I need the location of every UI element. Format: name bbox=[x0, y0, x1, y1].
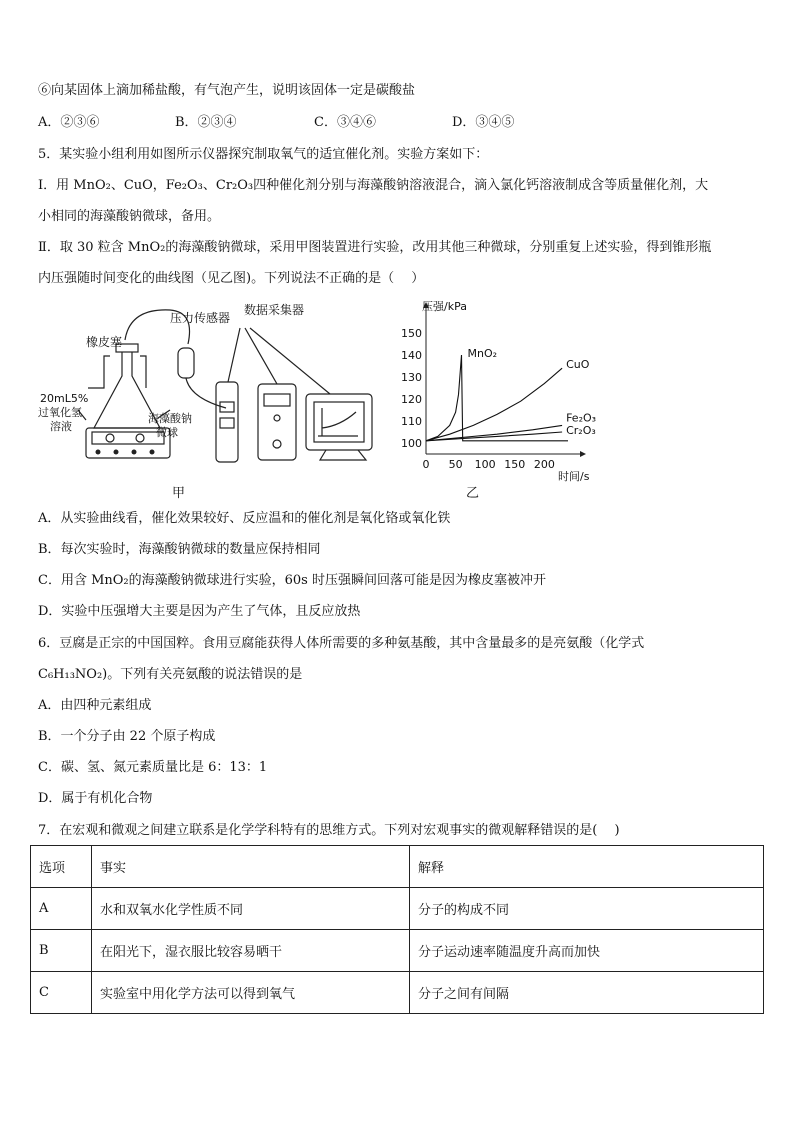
q4-option-b: B．②③④ bbox=[175, 115, 237, 130]
y-tick-label: 140 bbox=[401, 349, 422, 362]
q4-option-a: A．②③⑥ bbox=[38, 115, 100, 130]
q5-step-ii-line1: Ⅱ．取 30 粒含 MnO₂的海藻酸钠微球，采用甲图装置进行实验，改用其他三种微球，分别重复上述实验，得到锥形瓶 bbox=[38, 240, 712, 255]
cell-fact: 在阳光下，湿衣服比较容易晒干 bbox=[92, 930, 410, 972]
q6-stem-line1: 6．豆腐是正宗的中国国粹。食用豆腐能获得人体所需要的多种氨基酸，其中含量最多的是亮氨酸（化学式 bbox=[38, 636, 645, 651]
header-explanation: 解释 bbox=[410, 846, 764, 888]
cell-option: C bbox=[31, 972, 92, 1014]
data-logger-small bbox=[216, 382, 238, 462]
caption-yi: 乙 bbox=[466, 486, 480, 501]
q5-option-c: C．用含 MnO₂的海藻酸钠微球进行实验，60s 时压强瞬间回落可能是因为橡皮塞被冲开 bbox=[38, 573, 546, 588]
caption-jia: 甲 bbox=[172, 486, 186, 501]
y-tick-label: 130 bbox=[401, 371, 422, 384]
q5-step-i-line1: Ⅰ．用 MnO₂、CuO，Fe₂O₃、Cr₂O₃四种催化剂分别与海藻酸钠溶液混合，滴入氯化钙溶液制成含等质量催化剂，大 bbox=[38, 178, 709, 193]
label-beads-line1: 海藻酸钠 bbox=[148, 412, 192, 425]
series-label: MnO₂ bbox=[467, 347, 498, 360]
q5-option-b: B．每次实验时，海藻酸钠微球的数量应保持相同 bbox=[38, 542, 321, 557]
table-header-row bbox=[31, 846, 764, 888]
x-tick-label: 100 bbox=[474, 458, 496, 471]
x-tick-label: 50 bbox=[448, 458, 463, 471]
label-beads-line2: 微球 bbox=[156, 426, 178, 439]
cell-fact: 水和双氧水化学性质不同 bbox=[92, 888, 410, 930]
apparatus-figure bbox=[30, 298, 390, 473]
label-data-collector: 数据采集器 bbox=[244, 303, 305, 317]
series-label: CuO bbox=[566, 358, 590, 372]
x-axis-arrow bbox=[580, 451, 586, 457]
series-label: Cr₂O₃ bbox=[566, 424, 596, 437]
q6-option-a: A．由四种元素组成 bbox=[38, 698, 152, 713]
q5-option-a: A．从实验曲线看，催化效果较好、反应温和的催化剂是氧化铬或氧化铁 bbox=[38, 511, 451, 526]
label-rubber-stopper: 橡皮塞 bbox=[86, 335, 123, 349]
q5-step-i-line2: 小相同的海藻酸钠微球，备用。 bbox=[38, 209, 221, 224]
table-row bbox=[31, 888, 764, 930]
header-option: 选项 bbox=[31, 846, 92, 888]
q6-stem-line2: C₆H₁₃NO₂)。下列有关亮氨酸的说法错误的是 bbox=[38, 667, 303, 682]
y-tick-label: 150 bbox=[401, 327, 422, 340]
q5-stem: 5．某实验小组利用如图所示仪器探究制取氧气的适宜催化剂。实验方案如下： bbox=[38, 147, 489, 162]
x-tick-label: 150 bbox=[504, 458, 526, 471]
series-line-1 bbox=[426, 368, 562, 441]
q4-option-d: D．③④⑤ bbox=[452, 115, 515, 130]
cell-option: B bbox=[31, 930, 92, 972]
label-h2o2-line1: 20mL5% bbox=[40, 392, 89, 405]
label-pressure-sensor: 压力传感器 bbox=[170, 311, 231, 325]
q4-option-c: C．③④⑥ bbox=[314, 115, 376, 130]
q6-option-c: C．碳、氢、氮元素质量比是 6：13：1 bbox=[38, 760, 268, 775]
x-axis-label: 时间/s bbox=[558, 470, 590, 483]
q6-option-b: B．一个分子由 22 个原子构成 bbox=[38, 729, 216, 744]
cell-fact: 实验室中用化学方法可以得到氧气 bbox=[92, 972, 410, 1014]
table-row bbox=[31, 930, 764, 972]
tube-left bbox=[88, 356, 146, 388]
cell-explanation: 分子之间有间隔 bbox=[410, 972, 764, 1014]
header-fact: 事实 bbox=[92, 846, 410, 888]
table-row bbox=[31, 972, 764, 1014]
series-line-3 bbox=[426, 432, 562, 441]
pressure-sensor bbox=[178, 348, 194, 378]
cell-explanation: 分子运动速率随温度升高而加快 bbox=[410, 930, 764, 972]
y-tick-label: 120 bbox=[401, 393, 422, 406]
q5-step-ii-line2: 内压强随时间变化的曲线图（见乙图)。下列说法不正确的是（ ） bbox=[38, 271, 425, 286]
y-tick-label: 110 bbox=[401, 415, 422, 428]
q7-table bbox=[30, 845, 764, 1014]
pressure-chart bbox=[388, 296, 608, 483]
q7-stem: 7．在宏观和微观之间建立联系是化学学科特有的思维方式。下列对宏观事实的微观解释错误的是( ) bbox=[38, 823, 620, 838]
x-tick-label: 200 bbox=[533, 458, 555, 471]
x-tick-label: 0 bbox=[422, 458, 430, 471]
y-tick-label: 100 bbox=[401, 437, 422, 450]
cell-option: A bbox=[31, 888, 92, 930]
cell-explanation: 分子的构成不同 bbox=[410, 888, 764, 930]
series-label: Fe₂O₃ bbox=[566, 411, 597, 425]
q6-option-d: D．属于有机化合物 bbox=[38, 791, 153, 806]
line-6: ⑥向某固体上滴加稀盐酸，有气泡产生，说明该固体一定是碳酸盐 bbox=[38, 83, 416, 98]
y-axis-label: 压强/kPa bbox=[422, 300, 467, 313]
label-h2o2-line3: 溶液 bbox=[50, 420, 72, 433]
label-h2o2-line2: 过氧化氢 bbox=[38, 406, 82, 419]
q5-option-d: D．实验中压强增大主要是因为产生了气体，且反应放热 bbox=[38, 604, 361, 619]
